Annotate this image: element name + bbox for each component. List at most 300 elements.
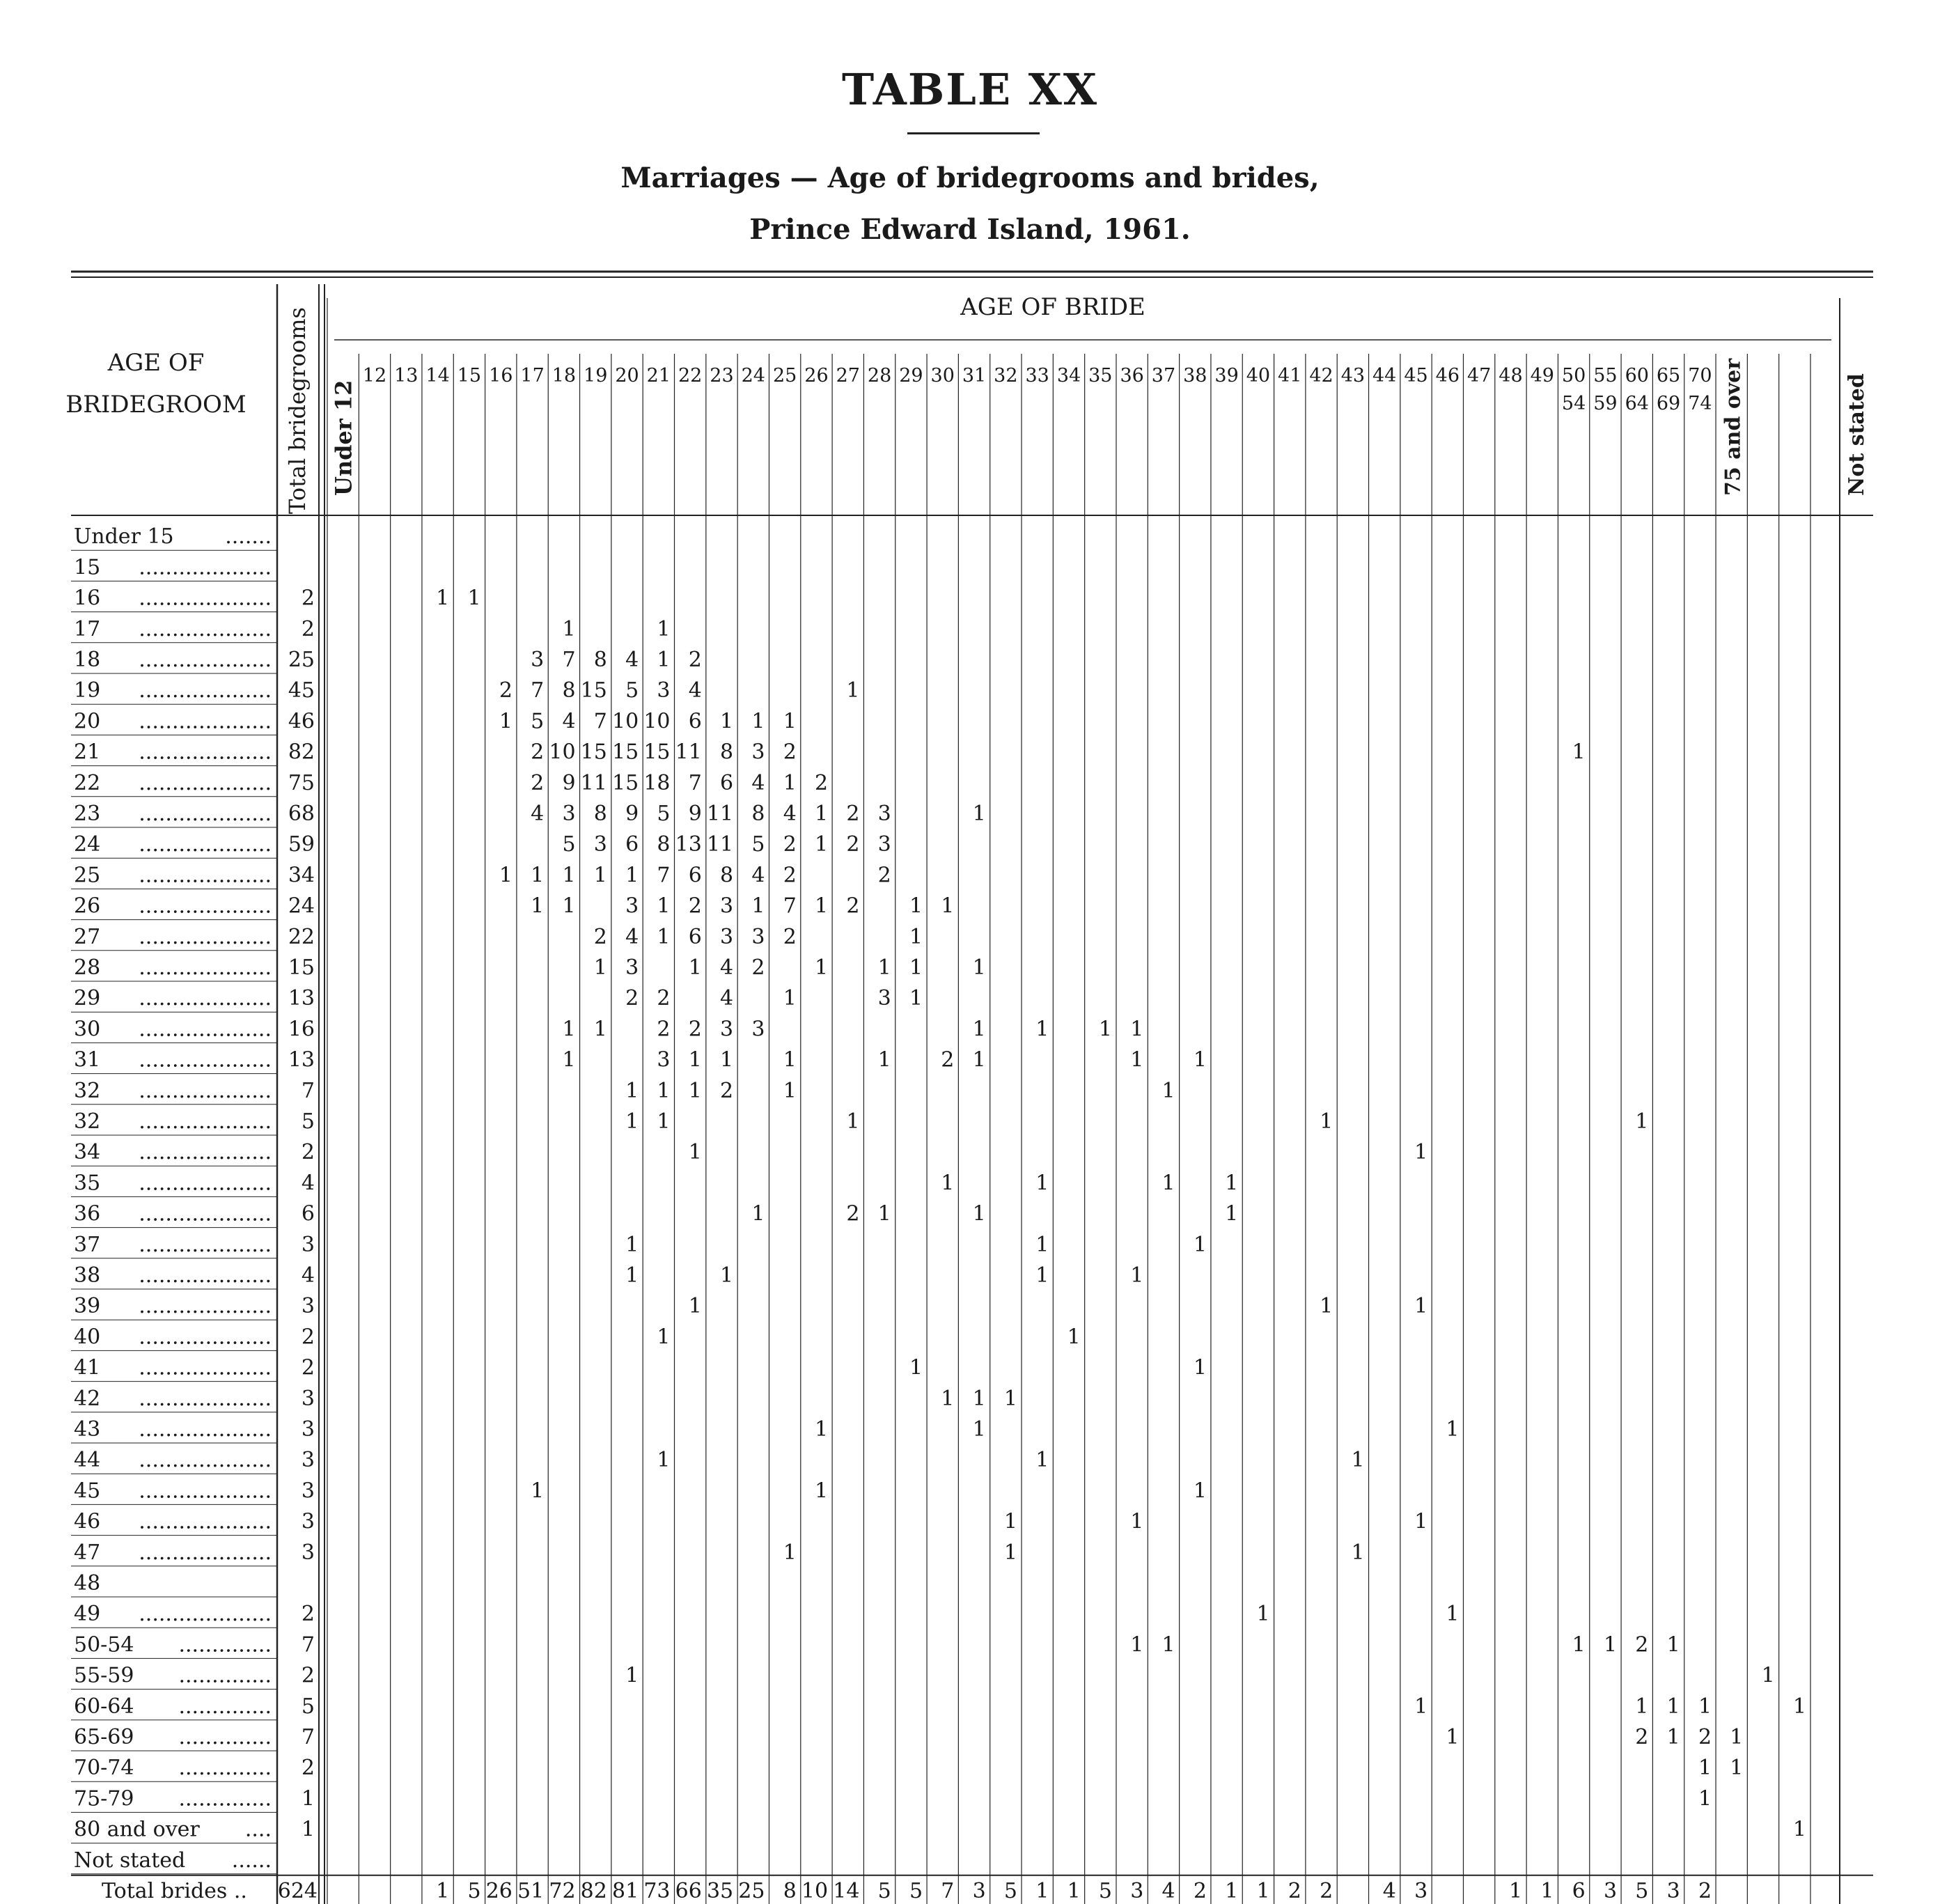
table-cell: 1 (941, 894, 955, 919)
row-label: 40 (74, 1325, 101, 1350)
row-leader-dots: .................... (139, 709, 272, 734)
row-total: 5 (301, 1109, 315, 1134)
table-cell: 6 (688, 863, 702, 888)
bride-age-column-label: 27 (836, 365, 860, 387)
row-total: 2 (301, 1325, 315, 1350)
table-cell: 2 (657, 1017, 671, 1042)
bride-age-column-label: 47 (1466, 365, 1492, 387)
row-label: 22 (74, 770, 101, 795)
table-cell: 1 (1730, 1756, 1744, 1781)
table-cell: 1 (1446, 1725, 1460, 1749)
table-cell: 1 (499, 863, 513, 888)
row-label: 15 (74, 555, 101, 580)
table-cell: 1 (1193, 1047, 1207, 1072)
row-leader-dots: .................... (139, 1017, 272, 1042)
table-cell: 1 (972, 1417, 986, 1442)
bride-age-column-label: 74 (1688, 393, 1712, 414)
row-leader-dots: .................... (139, 1355, 272, 1380)
table-cell: 15 (580, 678, 607, 703)
table-cell: 4 (720, 986, 734, 1011)
table-cell: 1 (1792, 1694, 1806, 1719)
table-cell: 3 (751, 740, 765, 765)
table-cell: 1 (941, 1171, 955, 1196)
not-stated-heading: Not stated (1845, 373, 1869, 496)
row-label: 20 (74, 709, 101, 734)
row-total: 7 (301, 1725, 315, 1749)
totals-cell: 1 (1540, 1878, 1554, 1903)
table-cell: 4 (720, 955, 734, 980)
table-cell: 8 (593, 648, 607, 672)
table-cell: 1 (941, 1386, 955, 1411)
bride-age-column-label: 35 (1088, 365, 1113, 387)
table-cell: 1 (625, 1232, 639, 1257)
table-cell: 1 (1320, 1294, 1333, 1319)
table-cell: 1 (783, 1047, 797, 1072)
table-cell: 11 (580, 770, 607, 795)
table-cell: 2 (783, 740, 797, 765)
table-cell: 1 (688, 1140, 702, 1165)
totals-cell: 5 (1635, 1878, 1649, 1903)
row-total: 24 (288, 894, 315, 919)
table-cell: 10 (612, 709, 639, 734)
table-cell: 1 (657, 1325, 671, 1350)
table-cell: 1 (1698, 1786, 1712, 1811)
table-cell: 9 (562, 770, 576, 795)
age-of-bridegroom-heading: AGE OF (107, 349, 205, 377)
table-cell: 1 (1035, 1017, 1049, 1042)
table-cell: 1 (877, 955, 891, 980)
totals-cell: 1 (1509, 1878, 1523, 1903)
table-cell: 1 (783, 986, 797, 1011)
row-leader-dots: .................... (139, 555, 272, 580)
table-cell: 3 (720, 924, 734, 949)
bride-age-column-label: 40 (1246, 365, 1271, 387)
totals-cell: 2 (1288, 1878, 1301, 1903)
row-label: 28 (74, 955, 101, 980)
bride-age-column-label: 69 (1656, 393, 1681, 414)
table-cell: 1 (625, 1663, 639, 1688)
table-cell: 3 (562, 802, 576, 826)
table-cell: 1 (815, 832, 829, 857)
table-cell: 7 (531, 678, 545, 703)
totals-cell: 5 (877, 1878, 891, 1903)
row-label: 21 (74, 740, 101, 765)
row-total: 3 (301, 1509, 315, 1534)
table-cell: 1 (562, 616, 576, 641)
table-cell: 1 (783, 709, 797, 734)
row-label: Under 15 (74, 524, 174, 549)
table-cell: 1 (657, 1109, 671, 1134)
table-cell: 1 (625, 1078, 639, 1103)
totals-cell: 2 (1320, 1878, 1333, 1903)
table-cell: 1 (531, 894, 545, 919)
table-cell: 1 (720, 1047, 734, 1072)
table-cell: 2 (688, 648, 702, 672)
row-leader-dots: .................... (139, 1109, 272, 1134)
row-leader-dots: .................... (139, 1263, 272, 1288)
table-cell: 1 (1035, 1171, 1049, 1196)
table-cell: 3 (657, 1047, 671, 1072)
row-total: 75 (288, 770, 315, 795)
table-cell: 1 (1698, 1694, 1712, 1719)
row-leader-dots: ....... (225, 524, 272, 549)
totals-cell: 66 (675, 1878, 702, 1903)
table-cell: 1 (1320, 1109, 1333, 1134)
bride-age-column-label: 17 (520, 365, 545, 387)
row-total: 25 (288, 648, 315, 672)
row-total: 22 (288, 924, 315, 949)
row-total: 46 (288, 709, 315, 734)
row-label: 17 (74, 616, 101, 641)
bride-age-column-label: 50 (1561, 365, 1586, 387)
totals-cell: 1 (1225, 1878, 1239, 1903)
bride-age-column-label: 30 (930, 365, 955, 387)
bride-age-column-label: 54 (1561, 393, 1586, 414)
row-total: 3 (301, 1386, 315, 1411)
totals-cell: 5 (909, 1878, 923, 1903)
table-cell: 4 (562, 709, 576, 734)
table-cell: 13 (675, 832, 702, 857)
table-cell: 7 (593, 709, 607, 734)
table-cell: 3 (720, 894, 734, 919)
table-cell: 1 (688, 1047, 702, 1072)
bride-age-column-label: 26 (804, 365, 829, 387)
table-cell: 2 (815, 770, 829, 795)
table-cell: 2 (531, 770, 545, 795)
table-cell: 8 (751, 802, 765, 826)
bride-age-column-label: 60 (1625, 365, 1649, 387)
table-cell: 2 (657, 986, 671, 1011)
table-cell: 1 (909, 1355, 923, 1380)
table-cell: 1 (1225, 1201, 1239, 1226)
row-total: 7 (301, 1632, 315, 1657)
totals-cell: 3 (1414, 1878, 1428, 1903)
table-cell: 1 (593, 1017, 607, 1042)
table-cell: 1 (657, 616, 671, 641)
row-leader-dots: .... (244, 1817, 272, 1842)
bride-age-column-label: 64 (1625, 393, 1649, 414)
table-cell: 1 (1792, 1817, 1806, 1842)
table-cell: 11 (706, 802, 734, 826)
bride-age-column-label: 39 (1214, 365, 1239, 387)
bride-age-column-label: 19 (584, 365, 608, 387)
table-cell: 1 (499, 709, 513, 734)
row-label: 30 (74, 1017, 101, 1042)
table-cell: 2 (688, 894, 702, 919)
row-label: Not stated (74, 1848, 186, 1873)
totals-cell: 6 (1572, 1878, 1586, 1903)
table-cell: 7 (688, 770, 702, 795)
row-label: 37 (74, 1232, 101, 1257)
row-label: 34 (74, 1140, 101, 1165)
table-cell: 1 (846, 678, 860, 703)
table-cell: 2 (531, 740, 545, 765)
table-cell: 3 (531, 648, 545, 672)
row-total: 15 (288, 955, 315, 980)
table-cell: 11 (675, 740, 702, 765)
bride-age-column-label: 38 (1183, 365, 1207, 387)
table-cell: 2 (688, 1017, 702, 1042)
table-cell: 2 (846, 1201, 860, 1226)
totals-cell: 2 (1698, 1878, 1712, 1903)
table-cell: 1 (1193, 1355, 1207, 1380)
table-cell: 1 (1035, 1263, 1049, 1288)
table-cell: 1 (1098, 1017, 1112, 1042)
row-leader-dots: .............. (178, 1786, 272, 1811)
row-leader-dots: .................... (139, 955, 272, 980)
table-cell: 1 (1572, 1632, 1586, 1657)
row-total: 68 (288, 802, 315, 826)
table-cell: 1 (688, 1078, 702, 1103)
bride-age-column-label: 44 (1372, 365, 1397, 387)
row-label: 18 (74, 648, 101, 672)
row-total: 34 (288, 863, 315, 888)
row-label: 26 (74, 894, 101, 919)
row-leader-dots: .................... (139, 802, 272, 826)
table-cell: 1 (1414, 1140, 1428, 1165)
table-cell: 8 (720, 740, 734, 765)
seventy-five-and-over-heading: 75 and over (1721, 358, 1746, 496)
row-label: 44 (74, 1448, 101, 1473)
table-cell: 1 (909, 894, 923, 919)
totals-cell: 81 (612, 1878, 639, 1903)
table-cell: 2 (1635, 1725, 1649, 1749)
total-bridegrooms-heading: Total bridegrooms (284, 307, 311, 514)
table-title: TABLE XX (842, 64, 1098, 115)
row-total: 13 (288, 986, 315, 1011)
row-total: 7 (301, 1078, 315, 1103)
table-cell: 1 (1414, 1294, 1428, 1319)
row-total: 3 (301, 1294, 315, 1319)
row-label: 31 (74, 1047, 101, 1072)
totals-cell: 3 (1603, 1878, 1618, 1903)
table-cell: 1 (1161, 1632, 1175, 1657)
row-leader-dots: .................... (139, 648, 272, 672)
totals-cell: 73 (643, 1878, 671, 1903)
table-cell: 6 (720, 770, 734, 795)
row-label: 48 (74, 1571, 101, 1595)
row-label: 60-64 (74, 1694, 134, 1719)
row-label: 35 (74, 1171, 101, 1196)
row-leader-dots: .................... (139, 924, 272, 949)
table-cell: 1 (1572, 740, 1586, 765)
table-cell: 1 (1130, 1632, 1144, 1657)
row-leader-dots: .................... (139, 894, 272, 919)
row-total: 2 (301, 1602, 315, 1627)
bride-age-column-label: 34 (1056, 365, 1081, 387)
row-leader-dots: .................... (139, 1171, 272, 1196)
table-cell: 18 (643, 770, 671, 795)
table-cell: 1 (1130, 1047, 1144, 1072)
row-leader-dots: .............. (178, 1694, 272, 1719)
row-total: 2 (301, 1355, 315, 1380)
bride-age-column-label: 18 (552, 365, 577, 387)
row-total: 6 (301, 1201, 315, 1226)
bride-age-column-label: 20 (615, 365, 639, 387)
table-cell: 2 (877, 863, 891, 888)
bride-age-column-label: 55 (1593, 365, 1618, 387)
totals-cell: 10 (801, 1878, 829, 1903)
row-total: 5 (301, 1694, 315, 1719)
table-cell: 1 (846, 1109, 860, 1134)
table-cell: 1 (1351, 1448, 1365, 1473)
table-cell: 1 (751, 709, 765, 734)
table-cell: 1 (1351, 1540, 1365, 1565)
row-label: 23 (74, 802, 101, 826)
table-cell: 1 (657, 894, 671, 919)
row-label: 50-54 (74, 1632, 134, 1657)
row-label: 27 (74, 924, 101, 949)
totals-cell: 72 (549, 1878, 576, 1903)
totals-cell: 1 (1067, 1878, 1081, 1903)
table-cell: 1 (1225, 1171, 1239, 1196)
table-cell: 1 (972, 1386, 986, 1411)
table-cell: 3 (751, 1017, 765, 1042)
table-cell: 1 (720, 709, 734, 734)
table-cell: 2 (941, 1047, 955, 1072)
totals-cell: 5 (1098, 1878, 1112, 1903)
table-cell: 1 (783, 1540, 797, 1565)
under-12-heading: Under 12 (330, 380, 357, 496)
table-cell: 3 (593, 832, 607, 857)
bride-age-column-label: 14 (425, 365, 450, 387)
table-cell: 8 (720, 863, 734, 888)
table-cell: 1 (815, 955, 829, 980)
row-leader-dots: .................... (139, 586, 272, 611)
table-cell: 15 (580, 740, 607, 765)
bride-age-column-label: 15 (457, 365, 482, 387)
table-cell: 7 (562, 648, 576, 672)
table-cell: 5 (625, 678, 639, 703)
row-total: 2 (301, 616, 315, 641)
table-cell: 1 (1635, 1694, 1649, 1719)
table-cell: 4 (751, 770, 765, 795)
row-leader-dots: .................... (139, 1232, 272, 1257)
totals-cell: 82 (580, 1878, 607, 1903)
row-label: 41 (74, 1355, 101, 1380)
table-cell: 7 (783, 894, 797, 919)
table-cell: 1 (1666, 1632, 1680, 1657)
table-cell: 1 (1130, 1017, 1144, 1042)
row-label: 80 and over (74, 1817, 200, 1842)
table-cell: 1 (1161, 1171, 1175, 1196)
row-label: 24 (74, 832, 101, 857)
bride-age-column-label: 65 (1656, 365, 1681, 387)
row-leader-dots: .................... (139, 1540, 272, 1565)
table-cell: 10 (549, 740, 576, 765)
row-total: 3 (301, 1448, 315, 1473)
table-cell: 1 (1035, 1232, 1049, 1257)
row-leader-dots: .................... (139, 740, 272, 765)
bride-age-column-label: 22 (678, 365, 703, 387)
subtitle-line-1: Marriages — Age of bridegrooms and brides, (620, 162, 1320, 194)
bride-age-column-label: 46 (1435, 365, 1460, 387)
row-leader-dots: .............. (178, 1725, 272, 1749)
bride-age-column-label: 21 (646, 365, 671, 387)
table-cell: 1 (657, 924, 671, 949)
table-cell: 9 (688, 802, 702, 826)
table-cell: 1 (467, 586, 481, 611)
table-cell: 1 (1256, 1602, 1270, 1627)
totals-cell: 3 (1666, 1878, 1680, 1903)
table-cell: 8 (562, 678, 576, 703)
table-cell: 1 (657, 1078, 671, 1103)
table-cell: 1 (1003, 1540, 1018, 1565)
bride-age-column-label: 43 (1340, 365, 1366, 387)
totals-cell: 4 (1382, 1878, 1396, 1903)
bride-age-column-label: 25 (772, 365, 797, 387)
table-cell: 1 (1730, 1725, 1744, 1749)
row-label: 70-74 (74, 1756, 134, 1781)
totals-cell: 2 (1193, 1878, 1207, 1903)
table-cell: 2 (846, 832, 860, 857)
table-cell: 1 (688, 1294, 702, 1319)
table-cell: 2 (499, 678, 513, 703)
table-cell: 2 (1698, 1725, 1712, 1749)
table-cell: 2 (783, 832, 797, 857)
row-leader-dots: .............. (178, 1632, 272, 1657)
row-leader-dots: .................... (139, 863, 272, 888)
row-label: 47 (74, 1540, 101, 1565)
row-leader-dots: .................... (139, 1201, 272, 1226)
table-cell: 1 (1067, 1325, 1081, 1350)
totals-cell: 1 (1256, 1878, 1270, 1903)
row-total: 13 (288, 1047, 315, 1072)
row-label: 38 (74, 1263, 101, 1288)
table-cell: 2 (593, 924, 607, 949)
row-leader-dots: .................... (139, 986, 272, 1011)
row-total: 2 (301, 1663, 315, 1688)
age-of-bride-heading: AGE OF BRIDE (960, 293, 1145, 321)
table-cell: 1 (1193, 1232, 1207, 1257)
totals-cell: 1 (1035, 1878, 1049, 1903)
totals-cell: 51 (517, 1878, 545, 1903)
table-cell: 1 (1446, 1417, 1460, 1442)
table-cell: 1 (562, 863, 576, 888)
row-label: 39 (74, 1294, 101, 1319)
table-cell: 3 (877, 986, 891, 1011)
row-leader-dots: .................... (139, 1140, 272, 1165)
row-label: 45 (74, 1478, 101, 1504)
row-label: 19 (74, 678, 101, 703)
table-cell: 1 (1666, 1694, 1680, 1719)
row-total: 1 (301, 1786, 315, 1811)
bride-age-column-label: 37 (1151, 365, 1176, 387)
bride-age-column-label: 16 (489, 365, 513, 387)
table-cell: 1 (909, 986, 923, 1011)
bride-age-column-label: 31 (962, 365, 987, 387)
table-cell: 1 (751, 894, 765, 919)
table-cell: 1 (1193, 1478, 1207, 1504)
table-cell: 1 (815, 894, 829, 919)
table-cell: 1 (751, 1201, 765, 1226)
row-leader-dots: .................... (139, 1417, 272, 1442)
table-cell: 1 (1698, 1756, 1712, 1781)
bride-age-column-label: 12 (362, 365, 387, 387)
row-leader-dots: .............. (178, 1663, 272, 1688)
table-cell: 1 (593, 863, 607, 888)
table-cell: 3 (751, 924, 765, 949)
table-cell: 4 (783, 802, 797, 826)
totals-cell: 5 (467, 1878, 481, 1903)
table-cell: 6 (625, 832, 639, 857)
table-cell: 1 (1414, 1509, 1428, 1534)
table-cell: 1 (1446, 1602, 1460, 1627)
table-cell: 4 (625, 924, 639, 949)
table-cell: 15 (643, 740, 671, 765)
table-cell: 3 (720, 1017, 734, 1042)
table-cell: 15 (612, 740, 639, 765)
